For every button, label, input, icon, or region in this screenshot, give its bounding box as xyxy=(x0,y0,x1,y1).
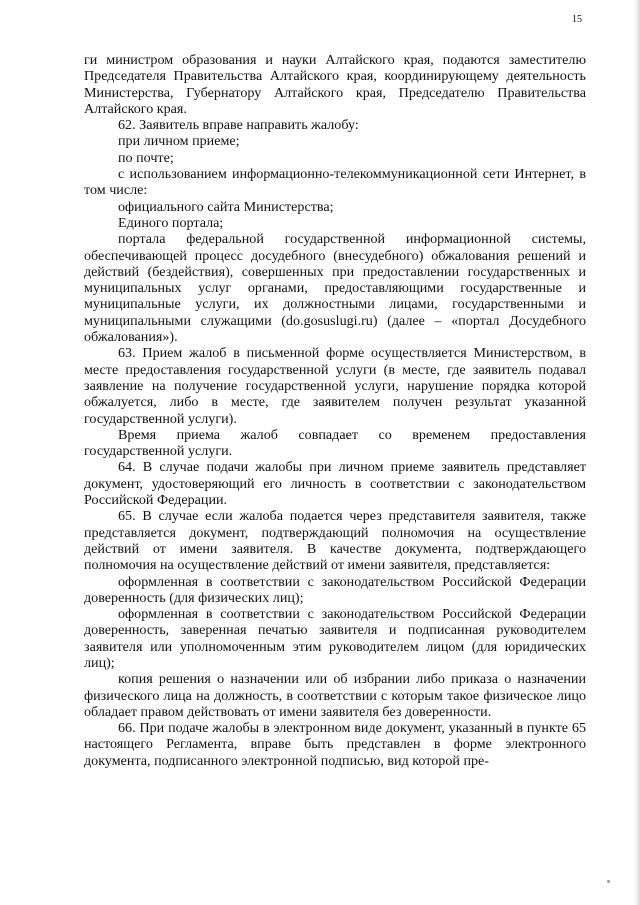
list-item-federal-portal: портала федеральной государственной информационной системы, обеспечивающей процесс досудебного (внесудебного) обжалования решений и действий (бездействия), совершенных при предоставлении государственных и муниципальных услуг органами, предоставляющими государственные и муниципальные услуги, их должностными лицами, государственными и муниципальными служащими (do.gosuslugi.ru) (далее – «портал Досудебного обжалования»). xyxy=(84,231,586,346)
list-item-ministry-site: официального сайта Министерства; xyxy=(118,198,334,215)
list-item-mail: по почте; xyxy=(118,149,174,166)
scan-edge-shadow xyxy=(634,0,640,905)
list-item-unified-portal: Единого портала; xyxy=(118,214,224,231)
paragraph-62: 62. Заявитель вправе направить жалобу: xyxy=(118,117,359,134)
document-body xyxy=(84,52,586,769)
paragraph-reception-time: Время приема жалоб совпадает со временем предоставления государственной услуги. xyxy=(84,426,586,460)
paragraph-63: 63. Прием жалоб в письменной форме осуществляется Министерством, в месте предоставления государственной услуги (в месте, где заявитель подавал заявление на получение государственной услуги, нарушение порядка которой обжалуется, либо в месте, где заявителем получен результат указанной государственной услуги). xyxy=(84,345,586,427)
page-number: 15 xyxy=(572,14,582,25)
list-item-power-of-attorney-legal: оформленная в соответствии с законодательством Российской Федерации доверенность, заверенная печатью заявителя и подписанная руководителем заявителя или уполномоченным этим руководителем лицом (для юридических лиц); xyxy=(84,606,586,671)
list-item-power-of-attorney-individual: оформленная в соответствии с законодательством Российской Федерации доверенность (для физических лиц); xyxy=(84,573,586,606)
list-item-internet: с использованием информационно-телекоммуникационной сети Интернет, в том числе: xyxy=(84,166,586,199)
list-item-appointment-copy: копия решения о назначении или об избрании либо приказа о назначении физического лица на должность, в соответствии с которым такое физическое лицо обладает правом действовать от имени заявителя без доверенности. xyxy=(84,671,586,720)
paragraph-continuation: ги министром образования и науки Алтайского края, подаются заместителю Председателя Правительства Алтайского края, координирующему деятельность Министерства, Губернатору Алтайского края, Председателю Правительства Алтайского края. xyxy=(84,52,586,117)
scan-speck xyxy=(607,880,610,883)
paragraph-64: 64. В случае подачи жалобы при личном приеме заявитель представляет документ, удостоверяющий его личность в соответствии с законодательством Российской Федерации. xyxy=(84,459,586,509)
paragraph-65: 65. В случае если жалоба подается через представителя заявителя, также представляется документ, подтверждающий полномочия на осуществление действий от имени заявителя. В качестве документа, подтверждающего полномочия на осуществление действий от имени заявителя, представляется: xyxy=(84,508,586,574)
paragraph-66: 66. При подаче жалобы в электронном виде документ, указанный в пункте 65 настоящего Регламента, вправе быть представлен в форме электронного документа, подписанного электронной подписью, вид которой пре- xyxy=(84,720,586,769)
list-item-personal: при личном приеме; xyxy=(118,133,240,150)
